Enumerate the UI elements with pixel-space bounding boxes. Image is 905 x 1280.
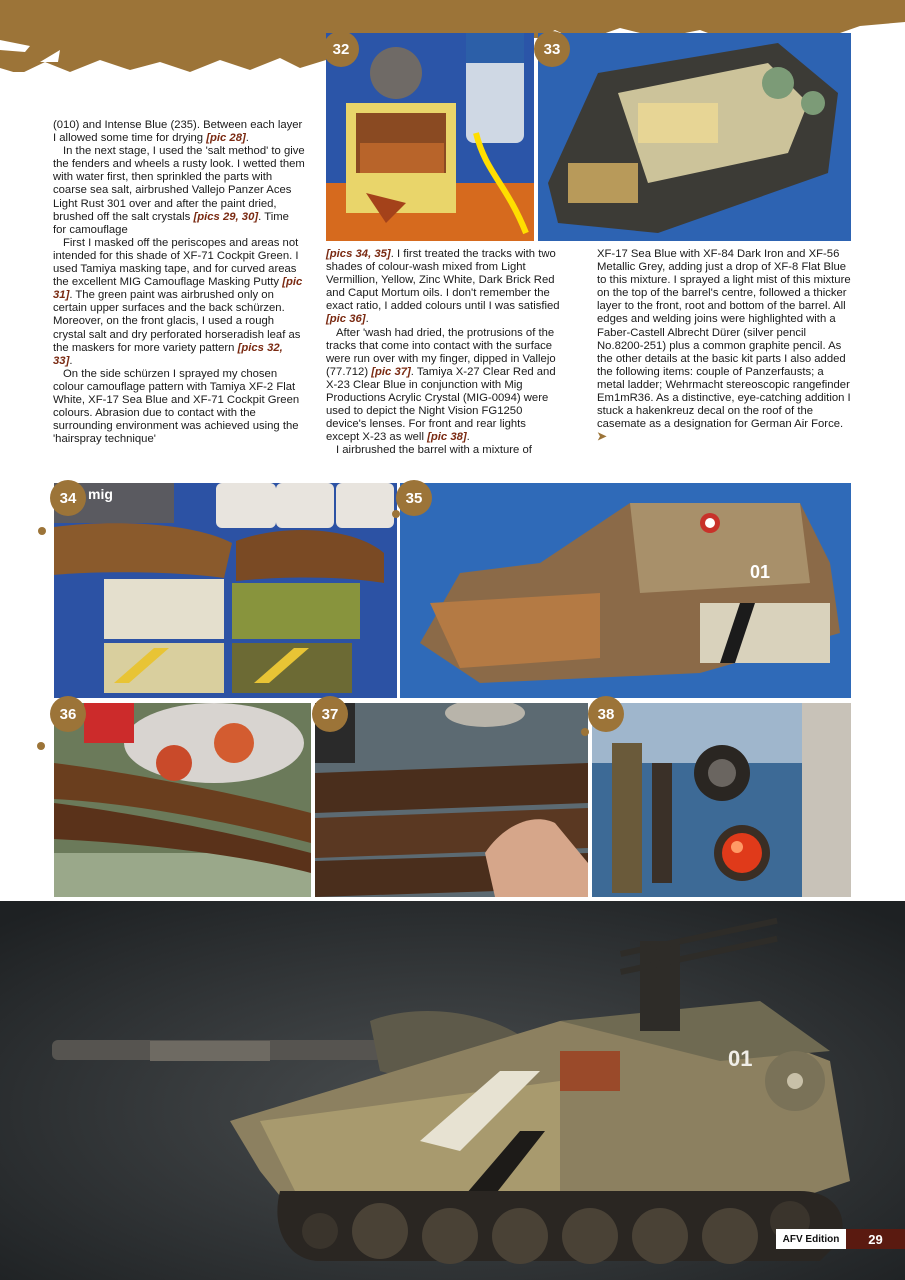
- paint-splat: [392, 510, 400, 518]
- body-text: After 'wash had dried, the protrusions of the tracks that come into contact with the surface were run over with my finger, dipped in Vallejo (77.712): [326, 326, 556, 378]
- body-text: . Time for camouflage: [53, 210, 289, 236]
- figure-badge-32: 32: [323, 31, 359, 67]
- paragraph: [326, 444, 561, 457]
- body-text: (010) and Intense Blue (235). Between each layer I allowed some time for drying: [53, 119, 303, 145]
- figure-badge-37: 37: [312, 696, 348, 732]
- figure-badge-38: 38: [588, 696, 624, 732]
- body-text: On the side schürzen I sprayed my chosen colour camouflage pattern with Tamiya XF-2 Flat White, XF-17 Sea Blue and XF-71 Cockpit Green colours. Abrasion due to contact with the surrounding environment was achieved using the 'hairspray technique': [53, 367, 300, 446]
- body-text: I airbrushed the barrel with a mixture of: [336, 444, 532, 457]
- photo-35: [400, 483, 851, 698]
- continue-arrow-icon: ➤: [597, 431, 607, 444]
- figure-reference: [pics 32, 33]: [53, 341, 283, 367]
- paragraph: [597, 248, 853, 444]
- paragraph: [326, 248, 561, 327]
- magazine-label: AFV Edition: [776, 1229, 846, 1249]
- body-text: First I masked off the periscopes and areas not intended for this shade of XF-71 Cockpit Green. I used Tamiya masking tape, and for curved areas the excellent MIG Camouflage Masking Putty: [53, 236, 299, 289]
- figure-reference: [pics 34, 35]: [326, 248, 391, 260]
- tank-number-35: 01: [750, 562, 771, 582]
- figure-reference: [pic 28]: [206, 132, 246, 145]
- figure-reference: [pic 31]: [53, 276, 303, 302]
- paint-splat: [37, 742, 45, 750]
- photo-37: [315, 703, 588, 897]
- figure-reference: [pic 37]: [371, 365, 411, 378]
- photo-32: [326, 33, 534, 241]
- figure-badge-35: 35: [396, 480, 432, 516]
- paragraph: [53, 237, 305, 368]
- figure-badge-33: 33: [534, 31, 570, 67]
- photo-33: [538, 33, 851, 241]
- mig-logo: mig: [88, 486, 113, 502]
- body-text: . The green paint was airbrushed only on certain upper surfaces and the back schürzen. Moreover, on the front glacis, I used a rough crystal salt and dry perforated horseradish leaf as the maskers for more variety pattern: [53, 289, 301, 354]
- paragraph: [326, 327, 561, 445]
- figure-badge-34: 34: [50, 480, 86, 516]
- body-text: In the next stage, I used the 'salt method' to give the fenders and wheels a rusty look. I wetted them with water first, then sprinkled the parts with coarse sea salt, airbrushed Vallejo Panzer Aces Light Rust 301 over and after the paint dried, brushed off the salt crystals: [53, 145, 305, 223]
- tank-number-main: 01: [728, 1046, 753, 1071]
- photo-34: [54, 483, 397, 698]
- paragraph: [53, 145, 305, 237]
- paragraph: [53, 119, 305, 145]
- paint-splat: [581, 728, 589, 736]
- figure-badge-36: 36: [50, 696, 86, 732]
- text-column-3: [597, 248, 853, 444]
- figure-reference: [pic 38]: [427, 431, 467, 444]
- body-text: .: [365, 313, 369, 326]
- body-text: .: [69, 354, 73, 367]
- text-column-1: [53, 119, 305, 446]
- body-text: . I first treated the tracks with two shades of colour-wash mixed from Light Vermillion, Yellow, Zinc White, Dark Brick Red and Caput Mortum oils. I don't remember the exact ratio, I added colours until I was satisfied: [326, 248, 560, 313]
- body-text: XF-17 Sea Blue with XF-84 Dark Iron and XF-56 Metallic Grey, adding just a drop of XF-8 Flat Blue to this mixture. I sprayed a light mist of this mixture on the top of the barrel's centre, followed a thicker layer to the front, root and bottom of the barrel. All edges and welding joins were highlighted with a Faber-Castell Albrecht Dürer (silver pencil No.8200-251) plus a common graphite pencil. As the other details at the basic kit parts I also added the following items: couple of Panzerfausts; a metal ladder; Wehrmacht stereoscopic rangefinder Em1mR36. As a distinctive, eye-catching addition I stuck a hakenkreuz decal on the roof of the casemate as a designation for German Air Force.: [597, 248, 851, 431]
- body-text: .: [245, 132, 249, 145]
- paragraph: [53, 368, 305, 447]
- body-text: . Tamiya X-27 Clear Red and X-23 Clear Blue in conjunction with Mig Productions Acrylic Crystal (MIG-0094) were used to depict the Night Vision FG1250 device's lenses. For front and rear lights except X-23 as well: [326, 365, 556, 444]
- photo-38: [592, 703, 851, 897]
- page-number: 29: [846, 1229, 905, 1249]
- body-text: .: [466, 431, 470, 444]
- photo-36: [54, 703, 311, 897]
- text-column-2: [326, 248, 561, 458]
- paint-splat: [38, 527, 46, 535]
- figure-reference: [pics 29, 30]: [193, 210, 259, 223]
- main-photo: [0, 901, 905, 1280]
- figure-reference: [pic 36]: [326, 313, 366, 326]
